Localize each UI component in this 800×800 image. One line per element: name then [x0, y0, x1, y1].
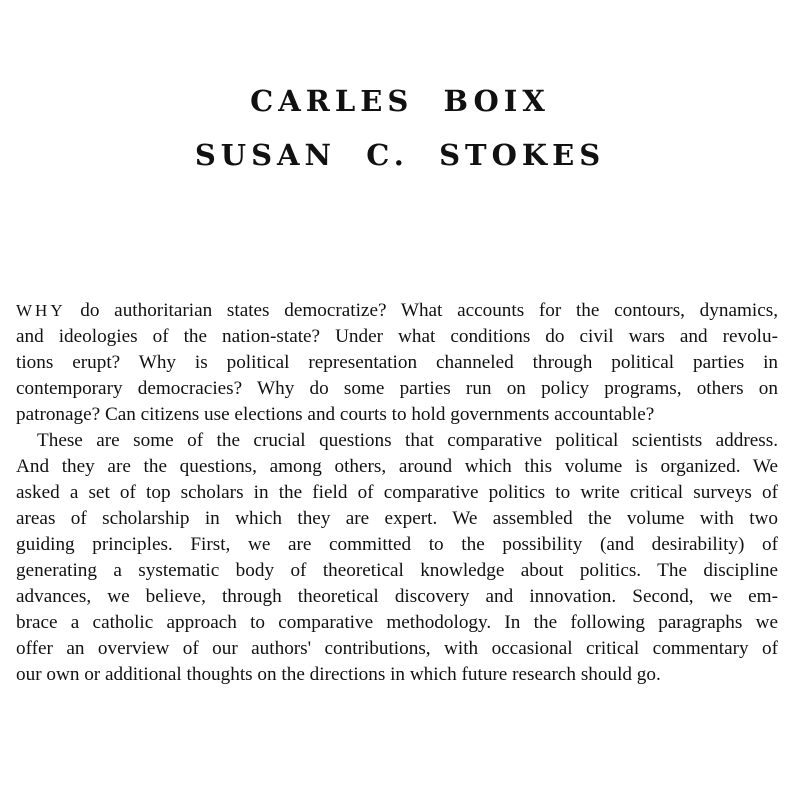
paragraph-line: patronage? Can citizens use elections and courts to hold governments accountable?	[16, 404, 655, 425]
paragraph-line: and ideologies of the nation-state? Under what conditions do civil wars and revolu-	[16, 326, 778, 347]
body-text	[16, 298, 778, 688]
line-text: do authoritarian states democratize? What accounts for the contours, dynamics,	[65, 300, 778, 321]
paragraph-line: guiding principles. First, we are committed to the possibility (and desirability) of	[16, 534, 778, 555]
paragraph-line: asked a set of top scholars in the field of comparative politics to write critical surveys of	[16, 482, 778, 503]
author-block	[0, 74, 800, 182]
author-name-stokes: SUSAN C. STOKES	[194, 138, 606, 172]
paragraph-line: our own or additional thoughts on the directions in which future research should go.	[16, 664, 661, 685]
paragraph-1	[16, 298, 778, 428]
paragraph-line: tions erupt? Why is political representation channeled through political parties in	[16, 352, 778, 373]
author-name-boix: CARLES BOIX	[250, 84, 550, 118]
paragraph-line: And they are the questions, among others, around which this volume is organized. We	[16, 456, 778, 477]
paragraph-line	[16, 298, 778, 324]
paragraph-line: advances, we believe, through theoretical discovery and innovation. Second, we em-	[16, 586, 778, 607]
paragraph-line: generating a systematic body of theoretical knowledge about politics. The discipline	[16, 560, 778, 581]
lead-word: WHY	[16, 301, 66, 320]
paragraph-line: areas of scholarship in which they are expert. We assembled the volume with two	[16, 508, 778, 529]
paragraph-line: contemporary democracies? Why do some parties run on policy programs, others on	[16, 378, 778, 399]
paragraph-line: brace a catholic approach to comparative methodology. In the following paragraphs we	[16, 612, 778, 633]
paragraph-line: These are some of the crucial questions that comparative political scientists address.	[37, 430, 778, 451]
paragraph-line: offer an overview of our authors' contributions, with occasional critical commentary of	[16, 638, 778, 659]
paragraph-2	[16, 428, 778, 688]
